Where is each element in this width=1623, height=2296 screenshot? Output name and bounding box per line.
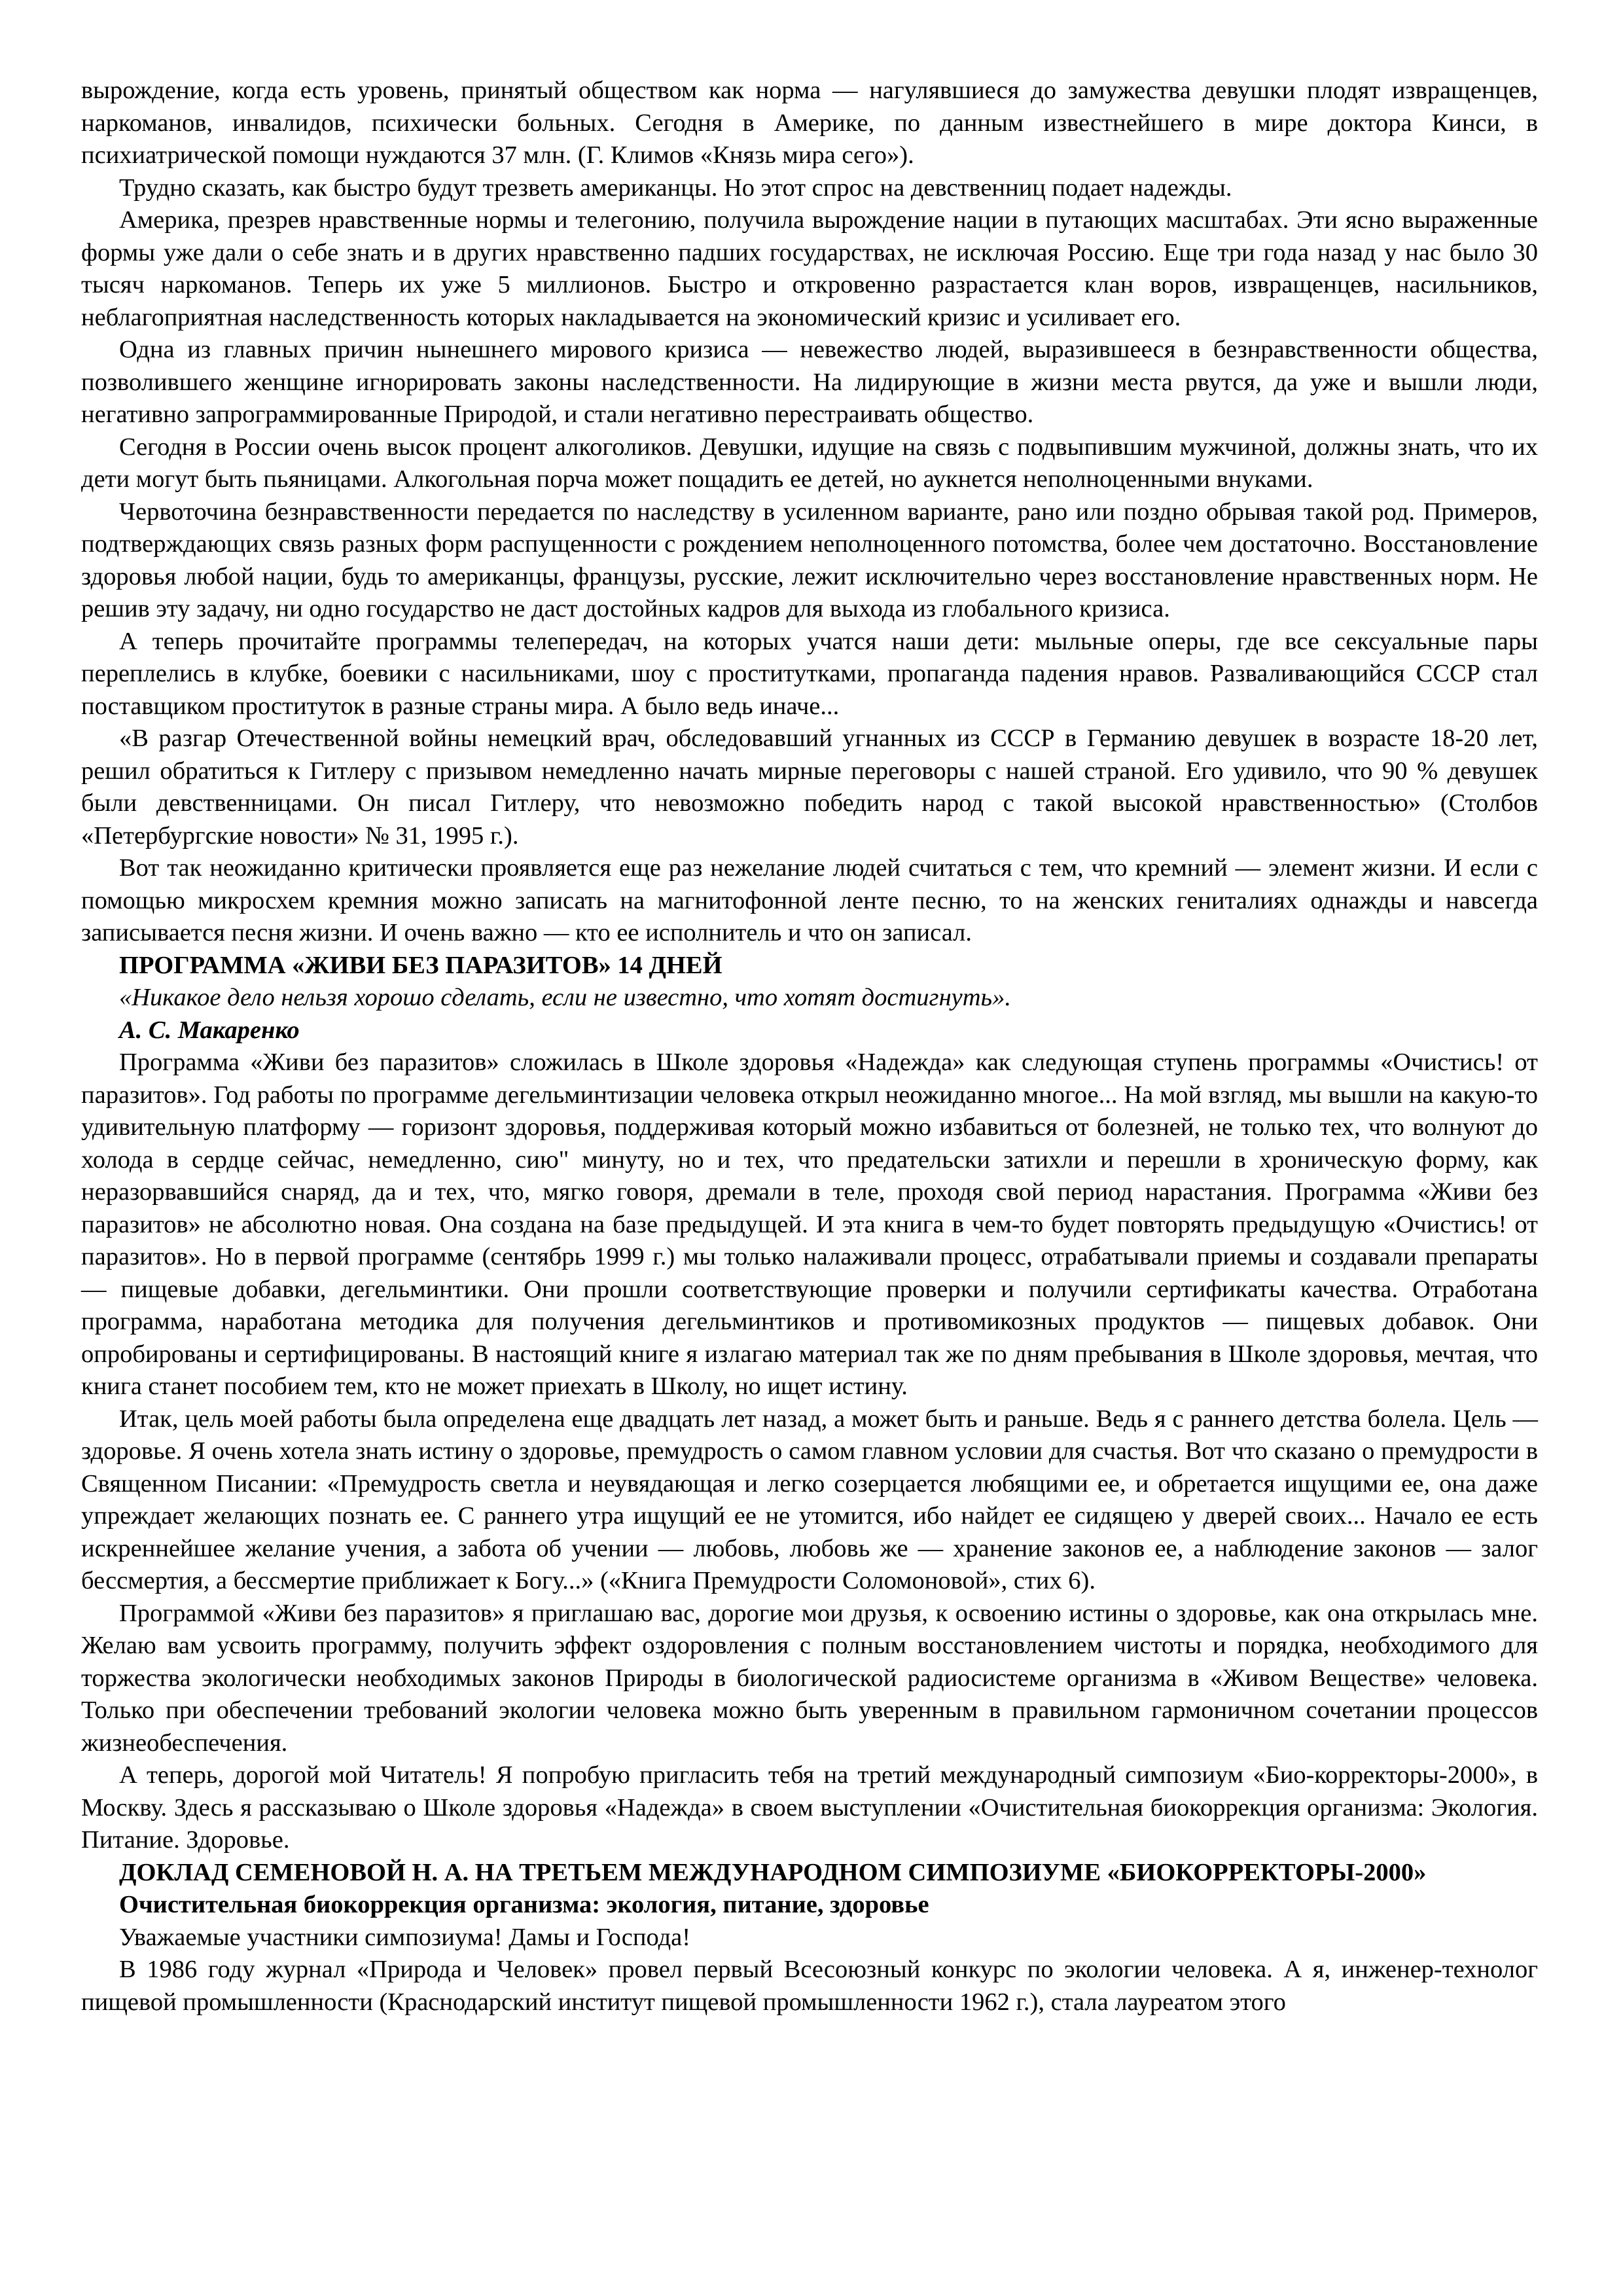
- subheading: Очистительная биокоррекция организма: экология, питание, здоровье: [119, 1891, 929, 1918]
- paragraph: В 1986 году журнал «Природа и Человек» провел первый Всесоюзный конкурс по экологии человека. А я, инженер-технолог пищевой промышленности (Краснодарский институт пищевой промышленности 1962 г.), стала лауреатом этого: [81, 1956, 1538, 2016]
- paragraph: Трудно сказать, как быстро будут трезветь американцы. Но этот спрос на девственниц подает надежды.: [119, 173, 1232, 202]
- quote-paragraph: «В разгар Отечественной войны немецкий врач, обследовавший угнанных из СССР в Германию девушек в возрасте 18-20 лет, решил обратиться к Гитлеру с призывом немедленно начать мирные переговоры с нашей страной. Его удивило, что 90 % девушек были девственницами. Он писал Гитлеру, что невозможно победить народ с такой высокой нравственностью» (Столбов «Петербургские новости» № 31, 1995 г.).: [81, 725, 1538, 850]
- paragraph: Червоточина безнравственности передается по наследству в усиленном варианте, рано или поздно обрывая такой род. Примеров, подтверждающих связь разных форм распущенности с рождением неполноценного потомства, более чем достаточно. Восстановление здоровья любой нации, будь то американцы, французы, русские, лежит исключительно через восстановление нравственных норм. Не решив эту задачу, ни одно государство не даст достойных кадров для выхода из глобального кризиса.: [81, 497, 1538, 622]
- paragraph: А теперь, дорогой мой Читатель! Я попробую пригласить тебя на третий международный симпозиум «Био-корректоры-2000», в Москву. Здесь я рассказываю о Школе здоровья «Надежда» в своем выступлении «Очистительная биокоррекция организма: Экология. Питание. Здоровье.: [81, 1761, 1538, 1854]
- paragraph: Уважаемые участники симпозиума! Дамы и Господа!: [119, 1923, 691, 1951]
- epigraph: «Никакое дело нельзя хорошо сделать, если не известно, что хотят достигнуть».: [119, 984, 1011, 1011]
- paragraph: Итак, цель моей работы была определена еще двадцать лет назад, а может быть и раньше. Ведь я с раннего детства болела. Цель — здоровье. Я очень хотела знать истину о здоровье, премудрость о самом главном условии для счастья. Вот что сказано о премудрости в Священном Писании: «Премудрость светла и неувядающая и легко созерцается любящими ее, и обретается ищущими ее, она даже упреждает желающих познать ее. С раннего утра ищущий ее не утомится, ибо найдет ее сидящею у дверей своих... Начало ее есть искреннейшее желание учения, а забота об учении — любовь, любовь же — хранение законов ее, а наблюдение законов — залог бессмертия, а бессмертие приближает к Богу...» («Книга Премудрости Соломоновой», стих 6).: [81, 1405, 1538, 1594]
- paragraph: Америка, презрев нравственные нормы и телегонию, получила вырождение нации в путающих масштабах. Эти ясно выраженные формы уже дали о себе знать и в других нравственно падших государствах, не исключая Россию. Еще три года назад у нас было 30 тысяч наркоманов. Теперь их уже 5 миллионов. Быстро и откровенно разрастается клан воров, извращенцев, насильников, неблагоприятная наследственность которых накладывается на экономический кризис и усиливает его.: [81, 206, 1538, 331]
- paragraph: Программой «Живи без паразитов» я приглашаю вас, дорогие мои друзья, к освоению истины о здоровье, как она открылась мне. Желаю вам усвоить программу, получить эффект оздоровления с полным восстановлением чистоты и порядка, необходимого для торжества экологически необходимых законов Природы в биологической радиосистеме организма в «Живом Веществе» человека. Только при обеспечении требований экологии человека можно быть уверенным в правильном гармоничном сочетании процессов жизнеобеспечения.: [81, 1599, 1538, 1757]
- text-continuation: вырождение, когда есть уровень, принятый обществом как норма — нагулявшиеся до замужества девушки плодят извращенцев, наркоманов, инвалидов, психически больных. Сегодня в Америке, по данным известнейшего в мире доктора Кинси, в психиатрической помощи нуждаются 37 млн. (Г. Климов «Князь мира сего»).: [81, 77, 1538, 169]
- paragraph: Программа «Живи без паразитов» сложилась в Школе здоровья «Надежда» как следующая ступень программы «Очистись! от паразитов». Год работы по программе дегельминтизации человека открыл неожиданно многое... На мой взгляд, мы вышли на какую-то удивительную платформу — горизонт здоровья, поддерживая который можно избавиться от болезней, не только тех, что волнуют до холода в сердце сейчас, немедленно, сию" минуту, но и тех, что предательски затихли и перешли в хроническую форму, как неразорвавшийся снаряд, да и тех, что, мягко говоря, дремали в теле, проходя свой период нарастания. Программа «Живи без паразитов» не абсолютно новая. Она создана на базе предыдущей. И эта книга в чем-то будет повторять предыдущую «Очистись! от паразитов». Но в первой программе (сентябрь 1999 г.) мы только налаживали процесс, отрабатывали приемы и создавали препараты — пищевые добавки, дегельминтики. Они прошли соответствующие проверки и получили сертификаты качества. Отработана программа, наработана методика для получения дегельминтиков и противомикозных продуктов — пищевых добавок. Они опробированы и сертифицированы. В настоящий книге я излагаю материал так же по дням пребывания в Школе здоровья, мечтая, что книга станет пособием тем, кто не может приехать в Школу, но ищет истину.: [81, 1049, 1538, 1400]
- section-heading: ПРОГРАММА «ЖИВИ БЕЗ ПАРАЗИТОВ» 14 ДНЕЙ: [119, 951, 722, 979]
- section-heading: ДОКЛАД СЕМЕНОВОЙ Н. А. НА ТРЕТЬЕМ МЕЖДУНАРОДНОМ СИМПОЗИУМЕ «БИОКОРРЕКТОРЫ-2000»: [119, 1858, 1427, 1886]
- paragraph: Сегодня в России очень высок процент алкоголиков. Девушки, идущие на связь с подвыпившим мужчиной, должны знать, что их дети могут быть пьяницами. Алкогольная порча может пощадить ее детей, но аукнется неполноценными внуками.: [81, 433, 1538, 493]
- paragraph: А теперь прочитайте программы телепередач, на которых учатся наши дети: мыльные оперы, где все сексуальные пары переплелись в клубке, боевики с насильниками, шоу с проститутками, пропаганда падения нравов. Разваливающийся СССР стал поставщиком проституток в разные страны мира. А было ведь иначе...: [81, 627, 1538, 720]
- epigraph-author: А. С. Макаренко: [119, 1016, 300, 1044]
- paragraph: Одна из главных причин нынешнего мирового кризиса — невежество людей, выразившееся в безнравственности общества, позволившего женщине игнорировать законы наследственности. На лидирующие в жизни места рвутся, да уже и вышли люди, негативно запрограммированные Природой, и стали негативно перестраивать общество.: [81, 336, 1538, 428]
- paragraph: Вот так неожиданно критически проявляется еще раз нежелание людей считаться с тем, что кремний — элемент жизни. И если с помощью микросхем кремния можно записать на магнитофонной ленте песню, то на женских гениталиях однажды и навсегда записывается песня жизни. И очень важно — кто ее исполнитель и что он записал.: [81, 854, 1538, 946]
